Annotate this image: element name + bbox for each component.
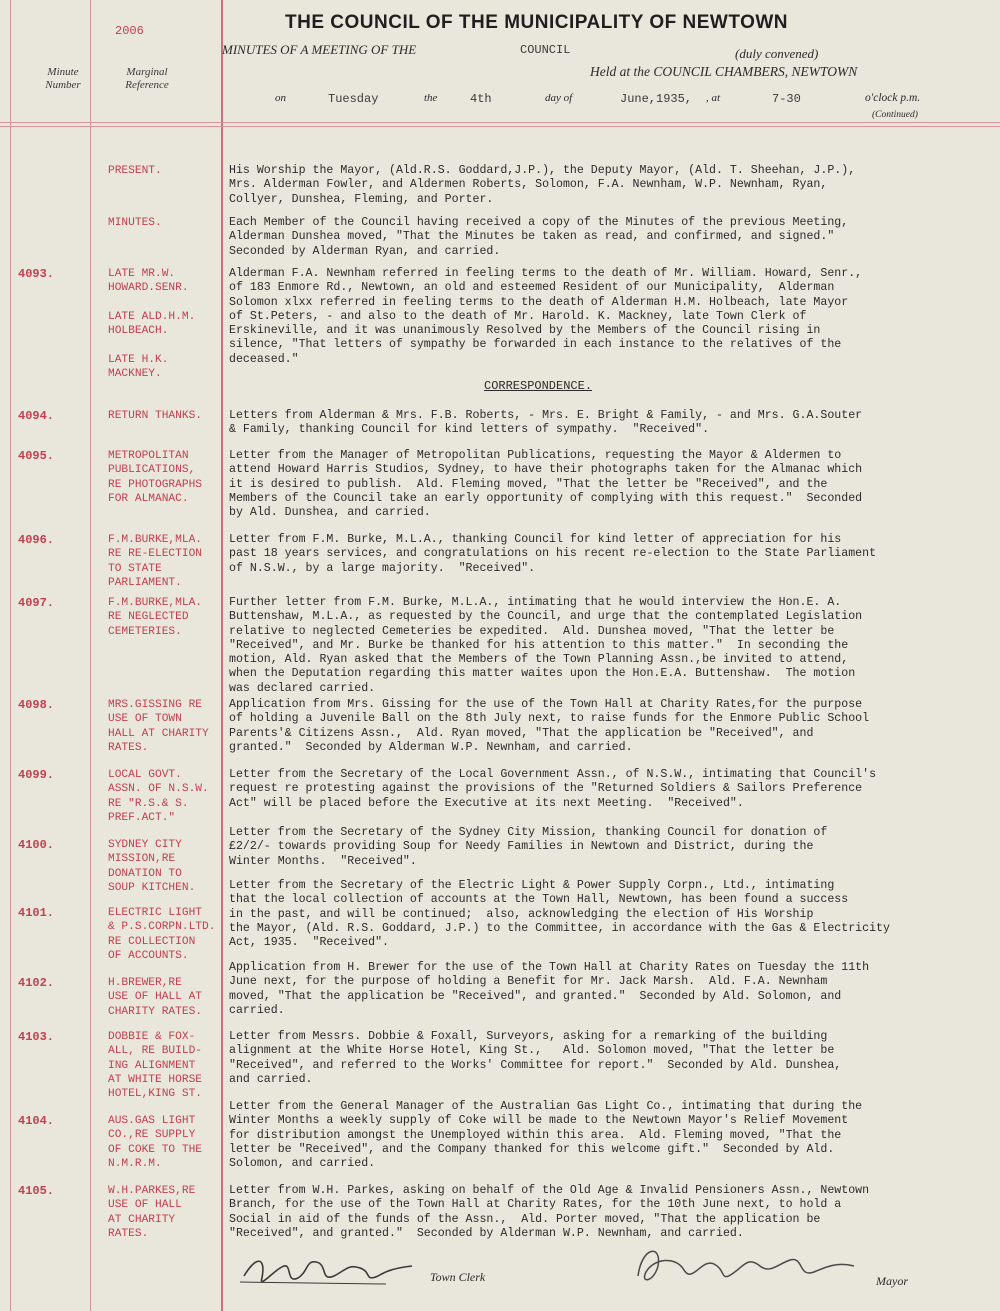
minute-number: 4094.: [18, 409, 55, 423]
minute-number: 4101.: [18, 906, 55, 920]
marginal-reference: LATE MR.W. HOWARD.SENR. LATE ALD.H.M. HOLBEACH. LATE H.K. MACKNEY.: [108, 268, 196, 381]
minutes-of-label: MINUTES OF A MEETING OF THE: [222, 42, 417, 57]
minute-number: 4102.: [18, 976, 55, 990]
meeting-time: 7-30: [772, 92, 801, 106]
page-title: THE COUNCIL OF THE MUNICIPALITY OF NEWTOWN: [285, 12, 789, 33]
marginal-reference: METROPOLITAN PUBLICATIONS, RE PHOTOGRAPHS FOR ALMANAC.: [108, 450, 202, 505]
minute-number: 4098.: [18, 698, 55, 712]
mayor-label: Mayor: [876, 1274, 908, 1288]
marginal-reference: H.BREWER,RE USE OF HALL AT CHARITY RATES.: [108, 977, 202, 1018]
minute-number: 4105.: [18, 1184, 55, 1198]
minute-text: Letter from the Secretary of the Electric Light & Power Supply Corpn., Ltd., intimating that the local collection of accounts at the Town Hall, Newtown, has been found a success in the past, and will be continued; also, acknowledging the election of His Worship the Mayor, (Ald. R.S. Goddard, J.P.) to the Committee, in accordance with the Gas & Electricity Act, 1935. "Received".: [229, 879, 890, 950]
marginal-reference: W.H.PARKES,RE USE OF HALL AT CHARITY RATES.: [108, 1185, 196, 1240]
column-header-minute-number: Minute Number: [45, 66, 81, 91]
minute-text: Alderman F.A. Newnham referred in feeling terms to the death of Mr. William. Howard, Senr., of 183 Enmore Rd., Newtown, an old and esteemed Resident of our Municipality, Alderman Solomon xlxx referred in feeling terms to the death of Alderman H.M. Holbeach, late Mayor of St.Peters, - and also to the death of Mr. Harold. K. Mackney, late Town Clerk of Erskineville, and it was unanimously Resolved by the Members of the Council rising in silence, "That letters of sympathy be forwarded in each instance to the relatives of the deceased.": [229, 267, 863, 366]
page-number: 2006: [115, 24, 144, 38]
minute-text: Letter from the Manager of Metropolitan Publications, requesting the Mayor & Aldermen to attend Howard Harris Studios, Sydney, to have their photographs taken for the Almanac which it is desired to publish. Ald. Fleming moved, "That the letter be "Received", and the Members of the Council take an early opportunity of complying with this request." Seconded by Ald. Dunshea, and carried.: [229, 449, 863, 520]
the-label: the: [424, 92, 438, 104]
continued-label: (Continued): [872, 110, 918, 120]
minute-text: Application from H. Brewer for the use of the Town Hall at Charity Rates on Tuesday the 11th June next, for the purpose of holding a Benefit for Mr. Jack Marsh. Ald. F.A. Newnham moved, "That the application be "Received", and granted." Seconded by Ald. Solomon, and carried.: [229, 961, 870, 1017]
minute-text: Letter from F.M. Burke, M.L.A., thanking Council for kind letter of appreciation for his past 18 years services, and congratulations on his recent re-election to the State Parliament of N.S.W., by a large majority. "Received".: [229, 533, 877, 575]
marginal-reference: DOBBIE & FOX- ALL, RE BUILD- ING ALIGNMENT AT WHITE HORSE HOTEL,KING ST.: [108, 1031, 202, 1101]
column-header-marginal-reference: Marginal Reference: [125, 66, 169, 91]
minute-number: 4103.: [18, 1030, 55, 1044]
minute-number: 4099.: [18, 768, 55, 782]
minute-text: Further letter from F.M. Burke, M.L.A., intimating that he would interview the Hon.E. A. Buttenshaw, M.L.A., as requested by the Council, and urge that the contemplated Legislation relative to neglected Cemeteries be expedited. Ald. Dunshea moved, "That the letter be "Received", and Mr. Burke be thanked for his attention to this matter." In seconding the motion, Ald. Ryan asked that the Members of the Town Planning Assn.,be invited to attend, when the Deputation regarding this matter waites upon the Hon.E.A. Buttenshaw. The motion was declared carried.: [229, 596, 863, 695]
town-clerk-label: Town Clerk: [430, 1270, 486, 1284]
minute-text: His Worship the Mayor, (Ald.R.S. Goddard,J.P.), the Deputy Mayor, (Ald. T. Sheehan, J.P.), Mrs. Alderman Fowler, and Aldermen Roberts, Solomon, F.A. Newnham, W.P. Newnham, Ryan, Collyer, Dunshea, Fleming, and Porter.: [229, 164, 856, 206]
minute-number: 4095.: [18, 449, 55, 463]
town-clerk-signature: [236, 1238, 436, 1298]
minute-text: Letter from the General Manager of the Australian Gas Light Co., intimating that during the Winter Months a weekly supply of Coke will be made to the Newtown Mayor's Relief Movement for distribution amongst the Unemployed within this area. Ald. Fleming moved, "That the letter be "Received", and the Company thanked for this welcome gift." Seconded by Ald. Solomon, and carried.: [229, 1100, 863, 1171]
oclock-label: o'clock p.m.: [865, 92, 921, 104]
meeting-weekday: Tuesday: [328, 92, 379, 106]
minute-text: Letter from Messrs. Dobbie & Foxall, Surveyors, asking for a remarking of the building alignment at the White Horse Hotel, King St., Ald. Solomon moved, "That the letter be "Received", and referred to the Works' Committee for report." Seconded by Ald. Dunshea, and carried.: [229, 1030, 842, 1086]
minute-text: Each Member of the Council having received a copy of the Minutes of the previous Meeting, Alderman Dunshea moved, "That the Minutes be taken as read, and confirmed, and signed." Seconded by Alderman Ryan, and carried.: [229, 216, 849, 258]
marginal-reference: F.M.BURKE,MLA. RE NEGLECTED CEMETERIES.: [108, 597, 202, 638]
marginal-reference: MINUTES.: [108, 217, 162, 229]
meeting-day: 4th: [470, 92, 492, 106]
minute-number: 4096.: [18, 533, 55, 547]
minute-text: Letters from Alderman & Mrs. F.B. Roberts, - Mrs. E. Bright & Family, - and Mrs. G.A.Souter & Family, thanking Council for kind letters of sympathy. "Received".: [229, 409, 863, 437]
held-at-label: Held at the COUNCIL CHAMBERS, NEWTOWN: [590, 64, 858, 79]
marginal-reference: F.M.BURKE,MLA. RE RE-ELECTION TO STATE PARLIAMENT.: [108, 534, 202, 589]
day-of-label: day of: [545, 92, 573, 104]
meeting-month-year: June,1935,: [620, 92, 693, 106]
marginal-reference: MRS.GISSING RE USE OF TOWN HALL AT CHARITY RATES.: [108, 699, 209, 754]
marginal-reference: SYDNEY CITY MISSION,RE DONATION TO SOUP KITCHEN.: [108, 839, 196, 894]
marginal-reference: LOCAL GOVT. ASSN. OF N.S.W. RE "R.S.& S. PREF.ACT.": [108, 769, 209, 824]
minute-number: 4104.: [18, 1114, 55, 1128]
minute-number: 4097.: [18, 596, 55, 610]
on-label: on: [275, 92, 286, 104]
meeting-type: COUNCIL: [520, 43, 571, 57]
correspondence-heading: CORRESPONDENCE.: [484, 379, 593, 393]
header-rule-double: [0, 126, 1000, 127]
margin-rule-left: [10, 0, 11, 1311]
marginal-reference: ELECTRIC LIGHT & P.S.CORPN.LTD. RE COLLECTION OF ACCOUNTS.: [108, 907, 216, 962]
minute-text: Application from Mrs. Gissing for the use of the Town Hall at Charity Rates,for the purpose of holding a Juvenile Ball on the 8th July next, to raise funds for the Enmore Public School Parents'& Citizens Assn., Ald. Ryan moved, "That the application be "Received", and granted." Seconded by Alderman W.P. Newnham, and carried.: [229, 698, 870, 754]
minute-text: Letter from the Secretary of the Sydney City Mission, thanking Council for donation of £2/2/- towards providing Soup for Needy Families in Newtown and District, during the Winter Months. "Received".: [229, 826, 828, 868]
minute-text: Letter from W.H. Parkes, asking on behalf of the Old Age & Invalid Pensioners Assn., Newtown Branch, for the use of the Town Hall at Charity Rates, for the 10th June next, to hold a Social in aid of the funds of the Assn., Ald. Porter moved, "That the application be "Received", and granted." Seconded by Alderman W.P. Newnham, and carried.: [229, 1184, 870, 1240]
mayor-signature: [628, 1236, 868, 1296]
minute-number: 4093.: [18, 267, 55, 281]
marginal-reference: PRESENT.: [108, 165, 162, 177]
marginal-reference: RETURN THANKS.: [108, 410, 202, 422]
minute-number: 4100.: [18, 838, 55, 852]
duly-convened-label: (duly convened): [735, 46, 819, 61]
marginal-reference: AUS.GAS LIGHT CO.,RE SUPPLY OF COKE TO THE N.M.R.M.: [108, 1115, 202, 1170]
margin-rule-minute: [90, 0, 91, 1311]
at-label: , at: [706, 92, 721, 104]
header-rule: [0, 122, 1000, 123]
minute-text: Letter from the Secretary of the Local Government Assn., of N.S.W., intimating that Council's request re protesting against the provisions of the "Returned Soldiers & Sailors Preference Act" will be placed before the Executive at its next Meeting. "Received".: [229, 768, 877, 810]
